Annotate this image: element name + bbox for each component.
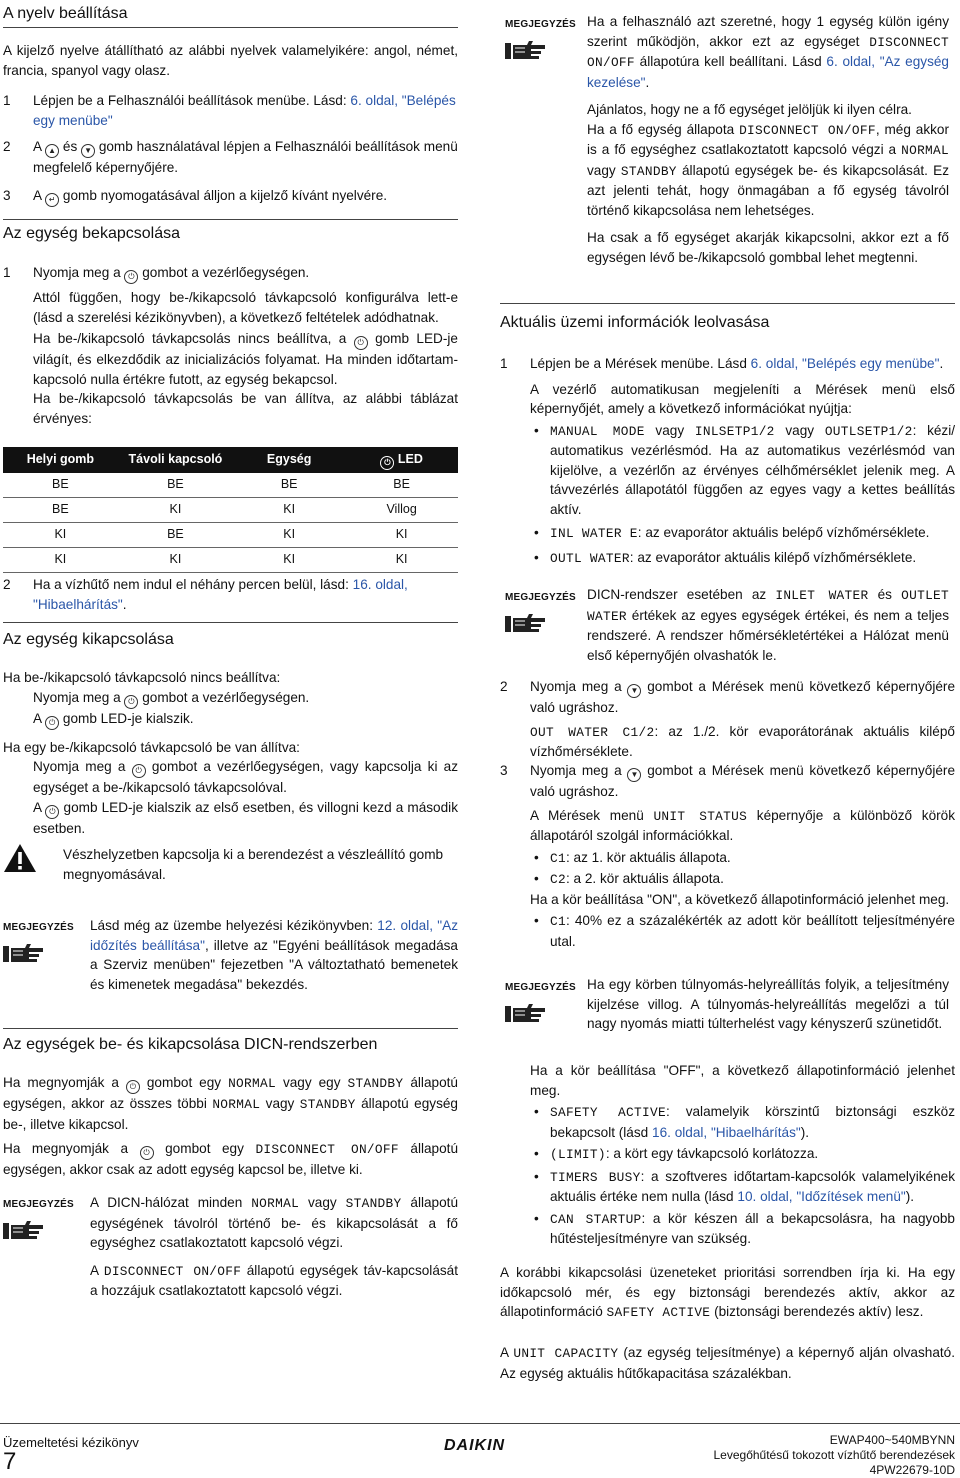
list-item: • OUTL WATER: az evaporátor aktuális kilépő vízhőmérséklete. xyxy=(530,548,955,569)
pointing-hand-icon xyxy=(505,1002,545,1024)
power-button-icon: ⏻ xyxy=(354,336,368,350)
pointing-hand-icon xyxy=(3,1219,43,1241)
list-item: • C1: 40% ez a százalékérték az adott kör beállított teljesítményére utal. xyxy=(530,911,955,951)
down-button-icon: ▼ xyxy=(627,768,641,782)
list-item: • C1: az 1. kör aktuális állapota. xyxy=(530,848,955,869)
read-step-3-continued: Ha a kör beállítása "OFF", a következő állapotinformáció jelenhet meg. • SAFETY ACTIVE: valamelyik körszintű biztonsági eszköz bekapcsolt (lásd 16. oldal, "Hibaelhárítás"). • (LIMIT): a kört egy távkapcsoló korlátozza. • TIMERS BUSY: a szoftveres időtartam-kapcsolók valamelyikének aktuális értéke nem nulla (lásd 10. oldal, "Időzítések menü"). • CAN STARTUP: a kör készen áll a bekapcsolásra, ha nagyobb hűtésteljesítményre van szükség. xyxy=(530,1061,955,1249)
note-3-label: MEGJEGYZÉS xyxy=(505,13,576,61)
down-button-icon: ▼ xyxy=(81,144,95,158)
note-1-label: MEGJEGYZÉS xyxy=(3,916,74,964)
note-5-text: Ha egy körben túlnyomás-helyreállítás folyik, a teljesítmény kijelzése villog. A túlnyomás-helyreállítás megelőzi a túl nagy nyomás miatti túlterhelést vagy kényszerű szünetidőt. xyxy=(587,977,949,1031)
switch-on-p3: Ha be-/kikapcsoló távkapcsolás be van állítva, az alábbi táblázat érvényes: xyxy=(33,391,458,426)
switch-on-p2: Ha be-/kikapcsoló távkapcsolás nincs beállítva, a ⏻ gomb LED-je világít, és elkezdődik az inicializációs folyamat. Ha minden időtartam-kapcsoló nulla értékre futott, az egység bekapcsol. xyxy=(33,331,458,387)
power-button-icon: ⏻ xyxy=(380,456,394,470)
heading-dicn: Az egységek be- és kikapcsolása DICN-rendszerben xyxy=(3,1036,378,1053)
table-row: BE BE BE BE xyxy=(3,473,458,498)
footer-doc-type: Üzemeltetési kézikönyv xyxy=(3,1435,139,1450)
brand-logo: DAIKIN xyxy=(444,1437,506,1454)
language-step-3: 3 A ↵ gomb nyomogatásával álljon a kijelző kívánt nyelvére. xyxy=(3,186,458,207)
warning-text: Vészhelyzetben kapcsolja ki a berendezést a vészleállító gomb megnyomásával. xyxy=(63,847,444,882)
footer-model: EWAP400~540MBYNN xyxy=(829,1433,955,1447)
table-row: BE KI KI Villog xyxy=(3,498,458,523)
read-step-3: 3 Nyomja meg a ▼ gombot a Mérések menü következő képernyőjére való ugráshoz. A Mérések menü UNIT STATUS képernyője a különböző körök állapotáról szolgál információkkal. • C1: az 1. kör aktuális állapota. • C2: a 2. kör aktuális állapota. Ha a kör beállítása "ON", a következő állapotinformáció jelenhet meg. • C1: 40% ez a százalékérték az adott kör beállított teljesítményére utal. xyxy=(500,761,955,951)
power-button-icon: ⏻ xyxy=(132,764,146,778)
list-item: • (LIMIT): a kört egy távkapcsoló korlátozza. xyxy=(530,1144,955,1165)
down-button-icon: ▼ xyxy=(627,684,641,698)
footer-right xyxy=(714,1433,956,1478)
switch-off-body: Ha be-/kikapcsoló távkapcsoló nincs beállítva: Nyomja meg a ⏻ gombot a vezérlőegységen. A ⏻ gomb LED-je kialszik. Ha egy be-/kikapcsoló távkapcsoló be van állítva: Nyomja meg a ⏻ gombot a vezérlőegységen, vagy kapcsolja ki az egységet a be-/kikapcsoló távkapcsolóval. A ⏻ gomb LED-je kialszik az első esetben, és villogni kezd a második esetben. xyxy=(3,670,459,836)
switch-on-step-1: 1 Nyomja meg a ⏻ gombot a vezérlőegységen. xyxy=(3,263,458,284)
divider xyxy=(3,219,458,220)
link-unit-operation[interactable]: 6. oldal, "Az egység kezelése" xyxy=(587,54,949,90)
table-row: KI KI KI KI xyxy=(3,548,458,573)
list-item: • MANUAL MODE vagy INLSETP1/2 vagy OUTLSETP1/2: kézi/ automatikus vezérlésmód. Ha az automatikus vezérlésmód van kijelölve, a vezérlőn az érvényes célhőmérséklet jelenik meg. A távvezérlés állapotától függően az egyes vagy a kettes beállítás aktív. xyxy=(530,421,955,520)
note-5-label: MEGJEGYZÉS xyxy=(505,976,576,1024)
list-item: • C2: a 2. kör aktuális állapota. xyxy=(530,869,955,890)
link-timer-settings[interactable]: 12. oldal, "Az időzítés beállítása" xyxy=(90,918,458,953)
power-button-icon: ⏻ xyxy=(45,805,59,819)
note-3-text: Ha a felhasználó azt szeretné, hogy 1 egység külön igény szerint működjön, akkor ezt az egységet DISCONNECT ON/OFF állapotúra kell beállítani. Lásd 6. oldal, "Az egység kezelése". Ajánlatos, hogy ne a fő egységet jelöljük ki ilyen célra. Ha a fő egység állapota DISCONNECT ON/OFF, még akkor is a fő egységhez csatlakoztatott kapcsoló végzi a NORMAL vagy STANDBY állapotú egységek be- és kikapcsolását. Ez azt jelenti tehát, hogy önmagában a fő egység távolról történő kikapcsolása nem lehetséges. Ha csak a fő egységet akarják kikapcsolni, akkor ezt a fő egységen lévő be-/kikapcsoló gombbal lehet megtenni. xyxy=(587,14,950,265)
divider xyxy=(3,1028,458,1029)
divider xyxy=(3,622,458,623)
remote-switch-table xyxy=(3,447,458,573)
heading-switch-off: Az egység kikapcsolása xyxy=(3,631,174,648)
list-item: • SAFETY ACTIVE: valamelyik körszintű biztonsági eszköz bekapcsolt (lásd 16. oldal, "Hibaelhárítás"). xyxy=(530,1102,955,1142)
link-timers-menu[interactable]: 10. oldal, "Időzítések menü" xyxy=(737,1189,906,1204)
language-intro: A kijelző nyelve átállítható az alábbi nyelvek valamelyikére: angol, német, francia, spanyol vagy olasz. xyxy=(3,43,458,78)
link-enter-menu[interactable]: 6. oldal, "Belépés egy menübe" xyxy=(33,93,456,128)
divider xyxy=(500,303,955,304)
footer-divider xyxy=(0,1423,960,1424)
list-item: • INL WATER E: az evaporátor aktuális belépő vízhőmérséklete. xyxy=(530,523,955,544)
list-item: • TIMERS BUSY: a szoftveres időtartam-kapcsolók valamelyikének aktuális értéke nem nulla (lásd 10. oldal, "Időzítések menü"). xyxy=(530,1167,955,1207)
up-button-icon: ▲ xyxy=(45,144,59,158)
enter-button-icon: ↵ xyxy=(45,193,59,207)
dicn-p1: Ha megnyomják a ⏻ gombot egy NORMAL vagy egy STANDBY állapotú egységen, akkor az összes többi NORMAL vagy STANDBY állapotú egység be-, illetve kikapcsol. xyxy=(3,1075,458,1132)
note-1-text: Lásd még az üzembe helyezési kézikönyvben: 12. oldal, "Az időzítés beállítása", illetve az "Egyéni beállítások megadása a Szerviz menüben" fejezetben "A változtatható bemenetek és kimenetek megadása" bekezdés. xyxy=(90,918,458,992)
note-2-text: A DICN-hálózat minden NORMAL vagy STANDBY állapotú egységének távolról történő be- és kikapcsolását a fő egységhez csatlakoztatott kapcsoló végzi. A DISCONNECT ON/OFF állapotú egységek táv-kapcsolását a hozzájuk csatlakoztatott kapcsoló végzi. xyxy=(90,1195,459,1298)
power-button-icon: ⏻ xyxy=(126,1080,140,1094)
language-step-2: 2 A ▲ és ▼ gomb használatával lépjen a Felhasználói beállítások menü megfelelő képernyőjére. xyxy=(3,139,458,175)
power-button-icon: ⏻ xyxy=(45,716,59,730)
table-row: KI BE KI KI xyxy=(3,523,458,548)
dicn-p2: Ha megnyomják a ⏻ gombot egy DISCONNECT ON/OFF állapotú egységen, akkor csak az adott egység kapcsol be, illetve ki. xyxy=(3,1141,459,1177)
warning-icon xyxy=(3,843,37,873)
power-button-icon: ⏻ xyxy=(124,270,138,284)
read-step-1: 1 Lépjen be a Mérések menübe. Lásd 6. oldal, "Belépés egy menübe". A vezérlő automatikusan megjeleníti a Mérések menü első képernyőjét, amely a következő információkat nyújtja: • MANUAL MODE vagy INLSETP1/2 vagy OUTLSETP1/2: kézi/ automatikus vezérlésmód. Ha az automatikus vezérlésmód van kijelölve, a vezérlőn az érvényes célhőmérséklet jelenik meg. A távvezérlés állapotától függően az egyes vagy a kettes beállítás aktív. • INL WATER E: az evaporátor aktuális belépő vízhőmérséklete. • OUTL WATER: az evaporátor aktuális kilépő vízhőmérséklete. xyxy=(500,354,955,568)
footer-code: 4PW22679-10D xyxy=(869,1463,955,1477)
link-troubleshooting[interactable]: 16. oldal, "Hibaelhárítás" xyxy=(33,577,408,612)
switch-on-p1: Attól függően, hogy be-/kikapcsoló távkapcsoló konfigurálva lett-e (lásd a szerelési kézikönyvben), a következő feltételek adódhatnak. xyxy=(33,290,458,325)
link-enter-menu[interactable]: 6. oldal, "Belépés egy menübe" xyxy=(750,356,940,371)
table-header: Helyi gomb xyxy=(3,447,118,473)
power-button-icon: ⏻ xyxy=(140,1146,154,1160)
list-item: • CAN STARTUP: a kör készen áll a bekapcsolásra, ha nagyobb hűtésteljesítményre van szükség. xyxy=(530,1209,955,1249)
note-4-text: DICN-rendszer esetében az INLET WATER és OUTLET WATER értékek az egyes egységek értékei, és nem a teljes rendszeré. A rendszer hőmérsékletértékei a Hálózat menü első képernyőjén olvashatók le. xyxy=(587,587,950,663)
capacity-paragraph: A UNIT CAPACITY (az egység teljesítménye) a képernyő alján olvasható. Az egység aktuális hűtőkapacitása százalékban. xyxy=(500,1345,956,1381)
table-header-led: ⏻ LED xyxy=(345,447,458,473)
heading-switch-on: Az egység bekapcsolása xyxy=(3,225,180,242)
switch-on-body xyxy=(33,288,458,428)
pointing-hand-icon xyxy=(505,612,545,634)
language-step-1: 1 Lépjen be a Felhasználói beállítások menübe. Lásd: 6. oldal, "Belépés egy menübe" xyxy=(3,93,456,128)
note-4-label: MEGJEGYZÉS xyxy=(505,586,576,634)
heading-read-info: Aktuális üzemi információk leolvasása xyxy=(500,314,770,331)
heading-language: A nyelv beállítása xyxy=(3,5,128,22)
note-2-label: MEGJEGYZÉS xyxy=(3,1193,74,1241)
divider xyxy=(3,27,458,28)
table-header: Távoli kapcsoló xyxy=(118,447,233,473)
link-troubleshooting[interactable]: 16. oldal, "Hibaelhárítás" xyxy=(652,1124,801,1140)
table-header: Egység xyxy=(233,447,345,473)
power-button-icon: ⏻ xyxy=(124,695,138,709)
priority-paragraph: A korábbi kikapcsolási üzeneteket prioritási sorrendben írja ki. Ha egy időkapcsoló mér, és egy biztonsági berendezés aktív, akkor az állapotinformáció SAFETY ACTIVE (biztonsági berendezés aktív) lesz. xyxy=(500,1265,955,1320)
footer-description: Levegőhűtésű tokozott vízhűtő berendezések xyxy=(713,1448,955,1462)
pointing-hand-icon xyxy=(505,39,545,61)
switch-on-step-2: 2 Ha a vízhűtő nem indul el néhány percen belül, lásd: 16. oldal, "Hibaelhárítás". xyxy=(3,577,408,612)
read-step-2: 2 Nyomja meg a ▼ gombot a Mérések menü következő képernyőjére való ugráshoz. OUT WATER C1/2: az 1./2. kör evaporátorának aktuális kilépő vízhőmérséklete. xyxy=(500,679,956,759)
pointing-hand-icon xyxy=(3,942,43,964)
page-number: 7 xyxy=(3,1448,17,1475)
